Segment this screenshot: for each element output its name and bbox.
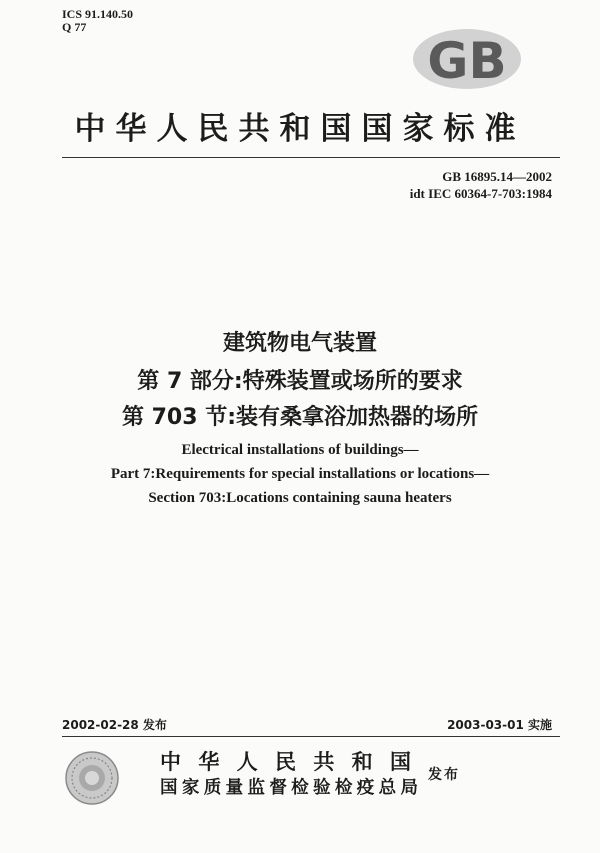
top-divider [62, 157, 560, 158]
gb-logo-icon [412, 28, 522, 90]
title-cn-line1: 建筑物电气装置 [222, 331, 377, 356]
standard-number: GB 16895.14—2002 [442, 169, 552, 184]
title-en-line3: Section 703:Locations containing sauna heaters [148, 490, 452, 506]
publish-label: 发布 [428, 767, 460, 783]
ics-code: ICS 91.140.50 [62, 7, 134, 21]
gb-logo-text: GB [427, 32, 507, 90]
title-en-line1: Electrical installations of buildings— [181, 442, 419, 458]
standard-equivalence: idt IEC 60364-7-703:1984 [409, 186, 552, 201]
issuer-country: 中华人民共和国 [160, 750, 418, 774]
seal-icon [64, 750, 120, 806]
issued-date: 2002-02-28 发布 [62, 718, 167, 732]
ccs-code: Q 77 [62, 20, 87, 34]
bottom-divider [62, 736, 560, 737]
standard-type-title: 中华人民共和国国家标准 [74, 111, 526, 147]
issuer-agency: 国家质量监督检验检疫总局 [160, 778, 418, 798]
classification-codes [62, 8, 133, 34]
title-en-line2: Part 7:Requirements for special installations or locations— [110, 466, 490, 482]
standard-number-block [410, 168, 552, 202]
title-cn-line2: 第 7 部分:特殊装置或场所的要求 [137, 369, 463, 394]
title-cn-line3: 第 703 节:装有桑拿浴加热器的场所 [121, 405, 479, 430]
effective-date: 2003-03-01 实施 [447, 718, 552, 732]
